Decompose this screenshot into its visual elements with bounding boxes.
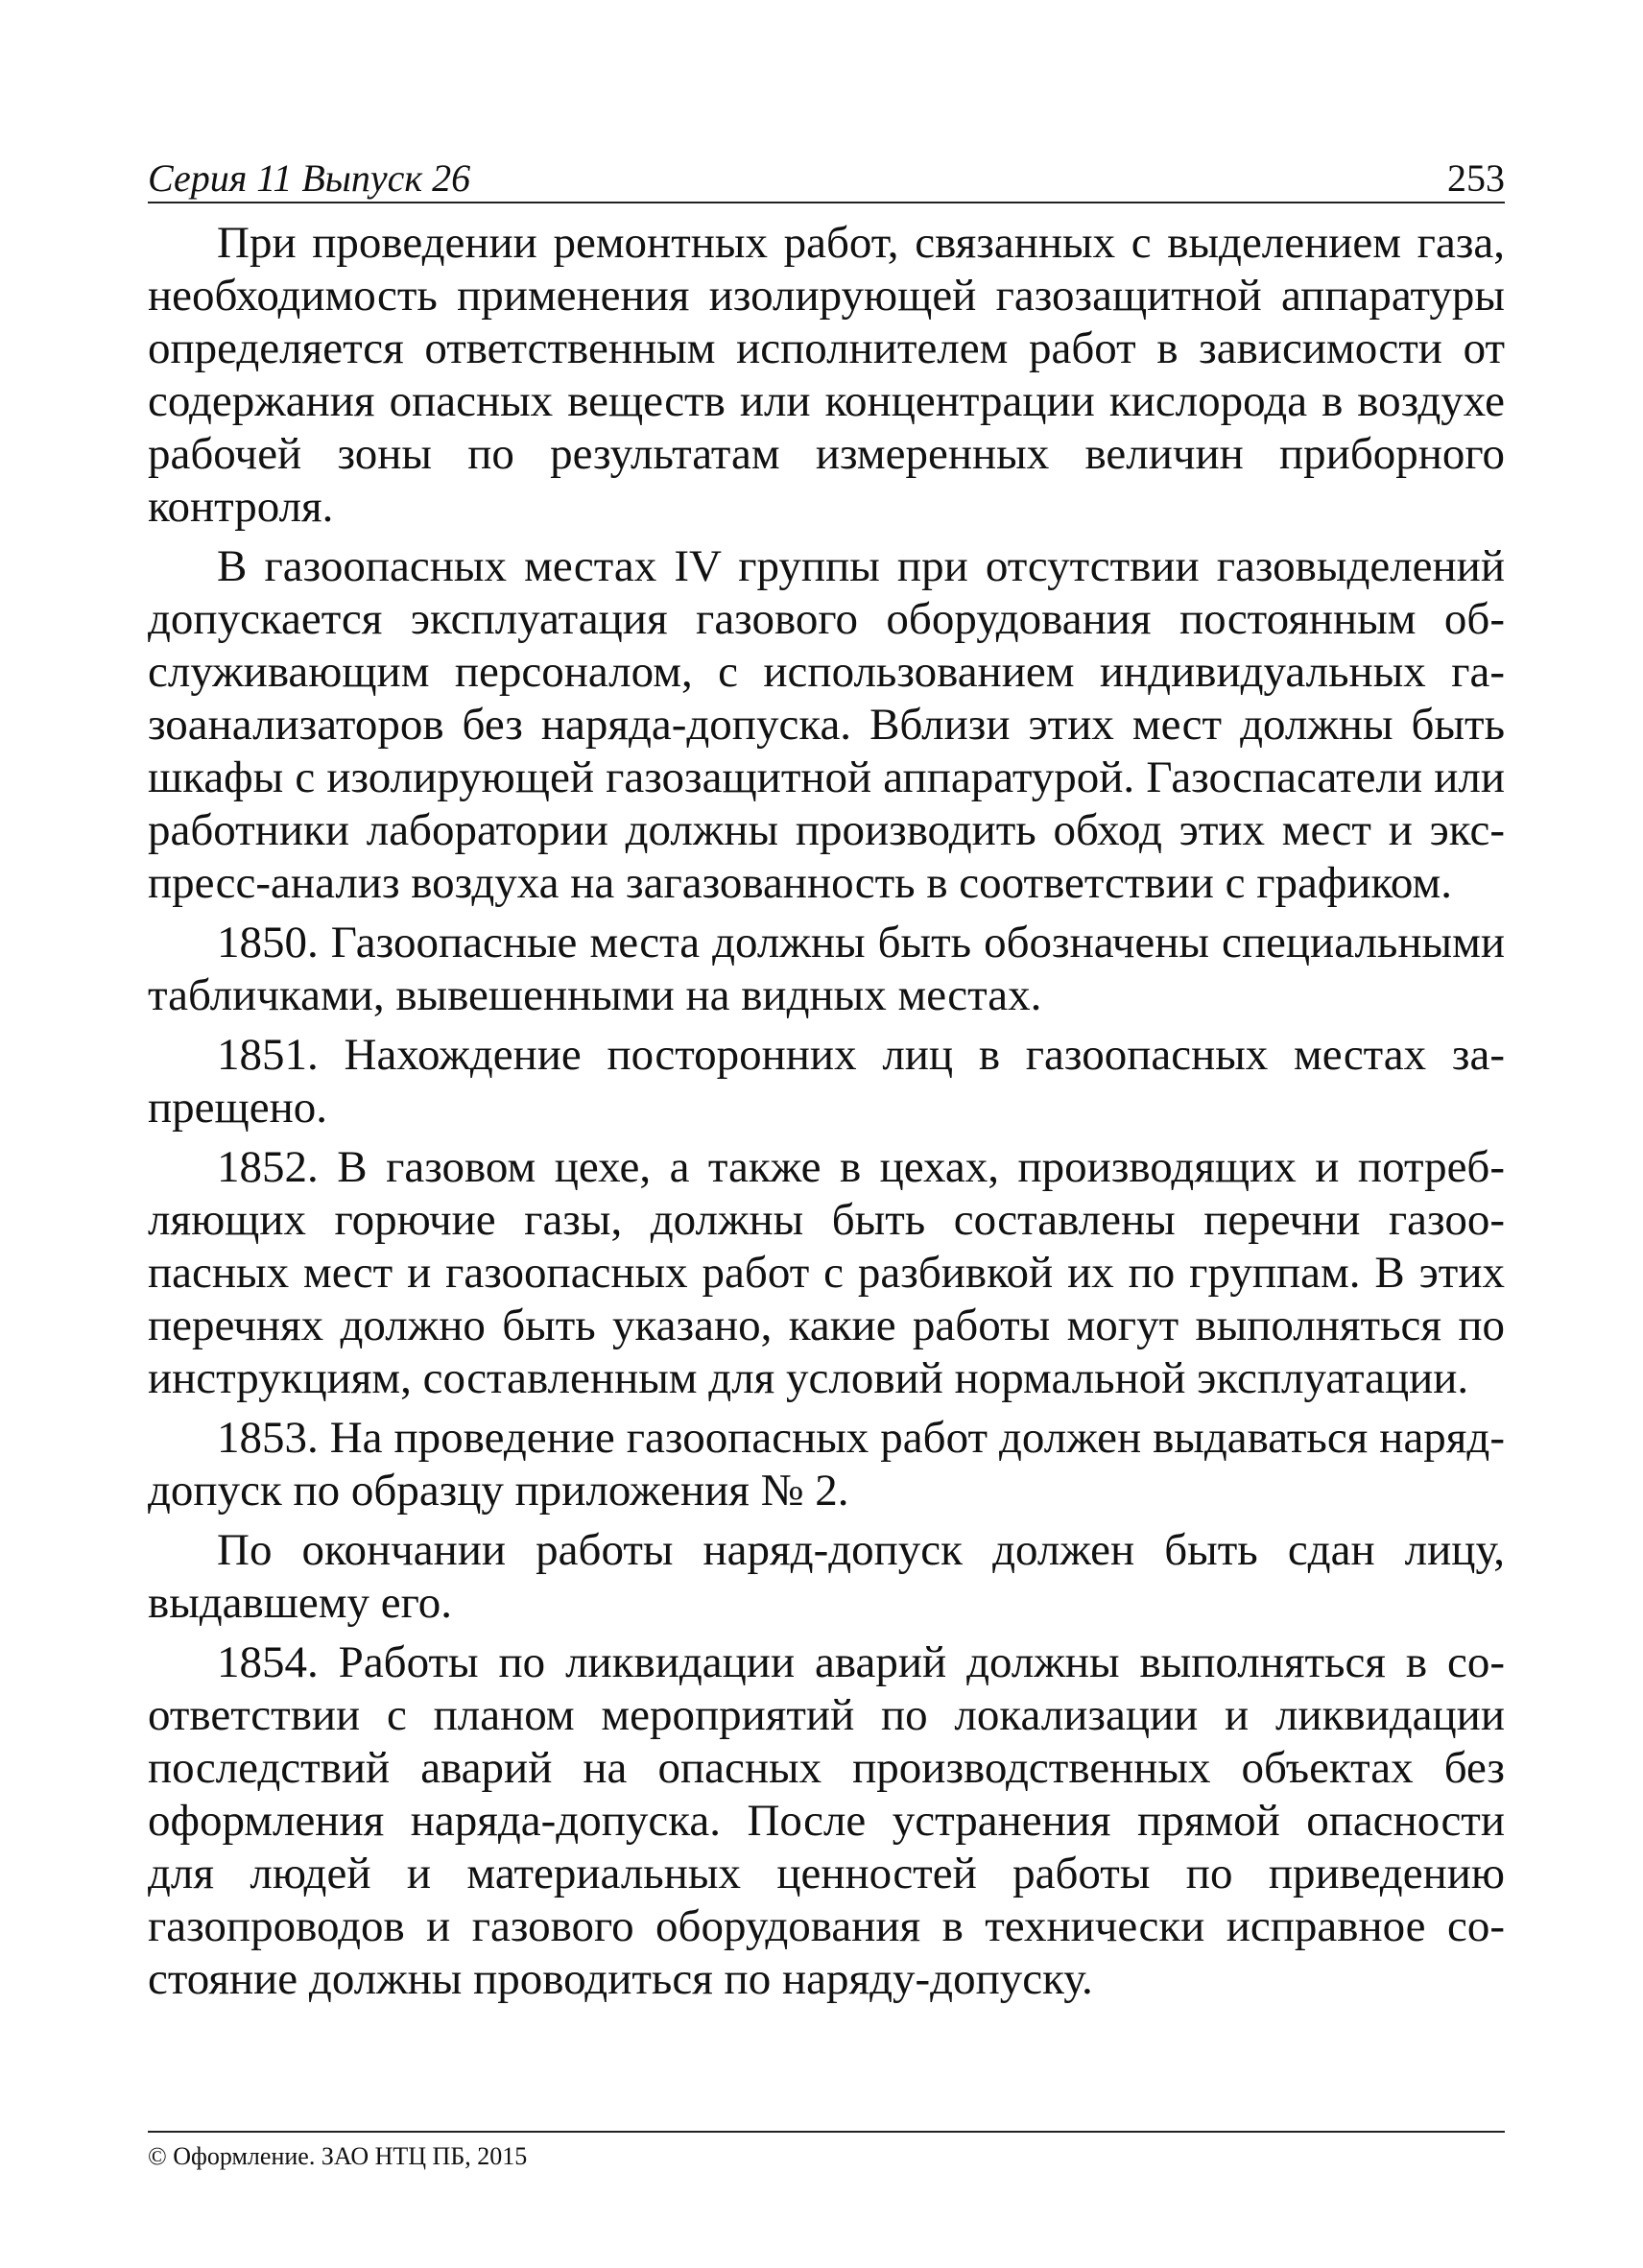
paragraph-item-1853: 1853. На проведение газоопасных работ должен выдаваться наряд-допуск по образцу приложения № 2. — [148, 1413, 1505, 1516]
paragraph-item-1852: 1852. В газовом цехе, а также в цехах, производящих и потребляющих горючие газы, должны быть составлены перечни газоопасных мест и газоопасных работ с разбивкой их по группам. В этих перечнях должно быть указано, какие работы могут выполняться по инструкциям, составленным для условий нормальной эксплуатации. — [148, 1142, 1505, 1403]
paragraph-item-1851: 1851. Нахождение посторонних лиц в газоопасных местах запрещено. — [148, 1030, 1505, 1133]
page-header — [148, 144, 1505, 203]
paragraph: По окончании работы наряд-допуск должен быть сдан лицу, выдавшему его. — [148, 1525, 1505, 1628]
paragraph-item-1854: 1854. Работы по ликвидации аварий должны выполняться в соответствии с планом мероприятий по локализации и ликвидации последствий аварий на опасных производственных объектах без оформления наряда-допуска. После устранения прямой опасности для людей и материальных ценностей работы по приведению газопроводов и газового оборудования в технически исправное состояние должны проводиться по наряду-допуску. — [148, 1637, 1505, 2004]
copyright-note: © Оформление. ЗАО НТЦ ПБ, 2015 — [148, 2142, 528, 2170]
paragraph: При проведении ремонтных работ, связанных с выделением газа, необходимость применения изолирующей газозащитной аппаратуры определяется ответственным исполнителем работ в зависимости от содержания опасных веществ или концентрации кислорода в воздухе рабочей зоны по результатам измеренных величин приборного контроля. — [148, 218, 1505, 532]
page-footer — [148, 2131, 1505, 2171]
paragraph-item-1850: 1850. Газоопасные места должны быть обозначены специальными табличками, вывешенными на видных местах. — [148, 918, 1505, 1020]
paragraph: В газоопасных местах IV группы при отсутствии газовыделений допускается эксплуатация газового оборудования постоянным обслуживающим персоналом, с использованием индивидуальных газоанализаторов без наряда-допуска. Вблизи этих мест должны быть шкафы с изолирующей газозащитной аппаратурой. Газоспасатели или работники лаборатории должны производить обход этих мест и экспресс-анализ воздуха на загазованность в соответствии с графиком. — [148, 541, 1505, 908]
series-label: Серия 11 Выпуск 26 — [148, 156, 471, 200]
page-body — [148, 217, 1505, 2013]
page-number: 253 — [1447, 156, 1505, 200]
